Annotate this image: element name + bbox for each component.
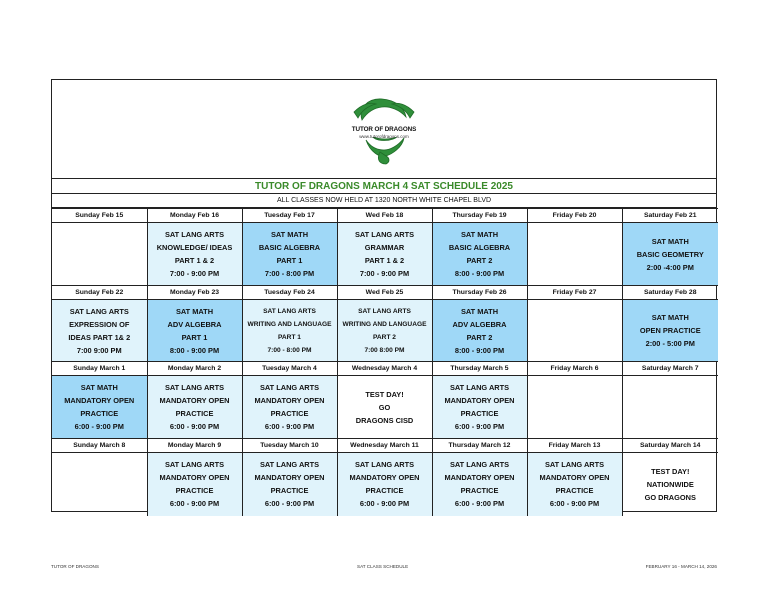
- class-cell: [242, 223, 337, 286]
- day-header-row: [52, 439, 718, 453]
- empty-cell: [622, 376, 718, 439]
- class-line: SAT MATH: [270, 230, 309, 239]
- day-header-row: [52, 209, 718, 223]
- day-header: Tuesday Feb 17: [242, 209, 337, 223]
- class-line: 6:00 - 9:00 PM: [74, 422, 124, 431]
- logo-area: [52, 80, 716, 179]
- day-header: Thursday Feb 26: [432, 286, 527, 300]
- day-header: Saturday Feb 28: [622, 286, 718, 300]
- class-line: IDEAS PART 1& 2: [68, 332, 131, 342]
- class-row: [52, 376, 718, 439]
- class-line: SAT LANG ARTS: [69, 306, 129, 316]
- class-cell: [432, 300, 527, 362]
- class-line: PRACTICE: [175, 486, 214, 496]
- class-line: BASIC GEOMETRY: [636, 249, 704, 259]
- class-line: GRAMMAR: [364, 243, 405, 252]
- day-header: Wednesday March 4: [337, 362, 432, 376]
- class-line: 6:00 - 9:00 PM: [169, 422, 220, 431]
- class-line: 7:00 - 9:00 PM: [169, 269, 220, 278]
- day-header: Monday Feb 16: [147, 209, 242, 223]
- day-header: Wed Feb 25: [337, 286, 432, 300]
- class-line: SAT LANG ARTS: [544, 460, 605, 470]
- class-cell: [527, 453, 622, 516]
- class-line: MANDATORY OPEN: [159, 473, 230, 483]
- day-header: Thursday Feb 19: [432, 209, 527, 223]
- class-line: MANDATORY OPEN: [159, 396, 230, 405]
- class-line: PRACTICE: [460, 486, 499, 496]
- class-row: [52, 453, 718, 516]
- schedule-frame: [51, 79, 717, 512]
- class-line: PART 2: [373, 333, 396, 341]
- day-header: Monday Feb 23: [147, 286, 242, 300]
- class-cell: [622, 223, 718, 286]
- day-header: Tuesday March 4: [242, 362, 337, 376]
- class-cell: [147, 223, 242, 286]
- class-line: PART 1 & 2: [174, 256, 215, 265]
- class-line: 7:00 8:00 PM: [364, 346, 405, 354]
- logo-name: TUTOR OF DRAGONS: [351, 126, 417, 133]
- class-line: MANDATORY OPEN: [254, 473, 325, 483]
- class-line: 2:00 - 5:00 PM: [645, 339, 695, 348]
- class-line: PART 2: [466, 256, 493, 265]
- class-line: PART 1: [276, 256, 303, 265]
- class-line: PART 1: [181, 332, 208, 342]
- class-line: SAT LANG ARTS: [354, 230, 415, 239]
- class-line: SAT MATH: [651, 313, 689, 322]
- class-line: 7:00 - 8:00 PM: [264, 269, 315, 278]
- class-line: 6:00 - 9:00 PM: [264, 422, 315, 431]
- class-cell: [432, 376, 527, 439]
- class-line: SAT LANG ARTS: [164, 383, 225, 392]
- class-cell: [147, 376, 242, 439]
- class-line: PRACTICE: [175, 409, 214, 418]
- day-header: Saturday March 14: [622, 439, 718, 453]
- class-line: 6:00 - 9:00 PM: [454, 499, 505, 509]
- day-header: Tuesday March 10: [242, 439, 337, 453]
- day-header: Saturday Feb 21: [622, 209, 718, 223]
- class-cell: [432, 453, 527, 516]
- day-header: Friday March 6: [527, 362, 622, 376]
- class-cell: [52, 376, 147, 439]
- class-line: SAT LANG ARTS: [358, 307, 411, 315]
- class-line: 7:00 9:00 PM: [76, 345, 122, 355]
- empty-cell: [527, 376, 622, 439]
- class-line: PRACTICE: [460, 409, 499, 418]
- day-header: Saturday March 7: [622, 362, 718, 376]
- class-row: [52, 300, 718, 362]
- footer-right: FEBRUARY 16 - MARCH 14, 2026: [645, 564, 717, 569]
- class-line: MANDATORY OPEN: [539, 473, 610, 483]
- day-header: Wednesday March 11: [337, 439, 432, 453]
- class-line: PRACTICE: [270, 486, 309, 496]
- class-line: PRACTICE: [365, 486, 404, 496]
- class-cell: [242, 453, 337, 516]
- class-row: [52, 223, 718, 286]
- class-line: ADV ALGEBRA: [452, 319, 507, 329]
- class-line: KNOWLEDGE/ IDEAS: [156, 243, 233, 252]
- class-cell: [147, 300, 242, 362]
- class-line: PRACTICE: [80, 409, 119, 418]
- class-line: SAT LANG ARTS: [263, 307, 316, 315]
- day-header: Sunday March 8: [52, 439, 147, 453]
- class-line: PART 2: [466, 332, 493, 342]
- class-cell: [52, 300, 147, 362]
- dragon-logo: [342, 90, 426, 166]
- class-line: EXPRESSION OF: [69, 319, 130, 329]
- class-line: WRITING AND LANGUAGE: [247, 320, 332, 328]
- class-line: 6:00 - 9:00 PM: [169, 499, 220, 509]
- day-header: Friday Feb 27: [527, 286, 622, 300]
- class-line: PRACTICE: [270, 409, 309, 418]
- class-cell: [242, 300, 337, 362]
- class-line: NATIONWIDE: [646, 479, 694, 489]
- class-line: PRACTICE: [555, 486, 594, 496]
- class-cell: [337, 453, 432, 516]
- class-line: MANDATORY OPEN: [254, 396, 325, 405]
- class-line: 6:00 - 9:00 PM: [454, 422, 505, 431]
- class-cell: [337, 300, 432, 362]
- day-header: Tuesday Feb 24: [242, 286, 337, 300]
- class-line: SAT MATH: [460, 230, 499, 239]
- logo-url: www.tutorofdragons.com: [359, 134, 409, 139]
- day-header: Sunday Feb 15: [52, 209, 147, 223]
- class-line: SAT MATH: [651, 236, 689, 246]
- class-line: 8:00 - 9:00 PM: [454, 269, 505, 278]
- class-cell: [337, 376, 432, 439]
- empty-cell: [52, 453, 147, 516]
- day-header: Monday March 9: [147, 439, 242, 453]
- class-line: SAT MATH: [460, 306, 499, 316]
- class-line: 7:00 - 8:00 PM: [267, 346, 312, 354]
- empty-cell: [527, 300, 622, 362]
- class-line: 6:00 - 9:00 PM: [359, 499, 410, 509]
- empty-cell: [52, 223, 147, 286]
- day-header: Sunday Feb 22: [52, 286, 147, 300]
- class-line: 2:00 -4:00 PM: [646, 262, 694, 272]
- class-line: SAT LANG ARTS: [259, 383, 320, 392]
- class-line: BASIC ALGEBRA: [258, 243, 321, 252]
- footer-left: TUTOR OF DRAGONS: [51, 564, 99, 569]
- location-subtitle: ALL CLASSES NOW HELD AT 1320 NORTH WHITE CHAPEL BLVD: [52, 194, 716, 208]
- class-line: MANDATORY OPEN: [444, 473, 515, 483]
- empty-cell: [527, 223, 622, 286]
- class-line: TEST DAY!: [651, 466, 690, 476]
- schedule-table: [52, 208, 718, 516]
- class-line: MANDATORY OPEN: [444, 396, 515, 405]
- class-line: ADV ALGEBRA: [167, 319, 222, 329]
- class-line: 6:00 - 9:00 PM: [549, 499, 600, 509]
- day-header: Wed Feb 18: [337, 209, 432, 223]
- class-cell: [147, 453, 242, 516]
- class-line: DRAGONS CISD: [355, 415, 414, 425]
- class-line: WRITING AND LANGUAGE: [342, 320, 427, 328]
- class-line: SAT LANG ARTS: [164, 460, 225, 470]
- class-line: SAT LANG ARTS: [449, 460, 510, 470]
- class-cell: [242, 376, 337, 439]
- day-header: Friday Feb 20: [527, 209, 622, 223]
- day-header: Sunday March 1: [52, 362, 147, 376]
- class-line: SAT LANG ARTS: [449, 383, 510, 392]
- class-line: GO DRAGONS: [644, 492, 696, 502]
- class-line: SAT LANG ARTS: [164, 230, 225, 239]
- class-line: GO: [378, 402, 391, 412]
- schedule-title: TUTOR OF DRAGONS MARCH 4 SAT SCHEDULE 2025: [52, 179, 716, 194]
- day-header: Thursday March 12: [432, 439, 527, 453]
- class-line: OPEN PRACTICE: [639, 326, 701, 335]
- class-cell: [337, 223, 432, 286]
- class-line: PART 1: [278, 333, 301, 341]
- class-line: 8:00 - 9:00 PM: [454, 345, 505, 355]
- class-line: TEST DAY!: [365, 389, 404, 399]
- class-line: 8:00 - 9:00 PM: [169, 345, 220, 355]
- day-header-row: [52, 286, 718, 300]
- class-line: SAT MATH: [175, 306, 214, 316]
- class-cell: [622, 300, 718, 362]
- footer-center: SAT CLASS SCHEDULE: [357, 564, 409, 569]
- class-line: 7:00 - 9:00 PM: [359, 269, 410, 278]
- class-line: MANDATORY OPEN: [349, 473, 420, 483]
- class-line: 6:00 - 9:00 PM: [264, 499, 315, 509]
- class-line: SAT LANG ARTS: [354, 460, 415, 470]
- day-header: Friday March 13: [527, 439, 622, 453]
- class-cell: [622, 453, 718, 516]
- class-line: SAT LANG ARTS: [259, 460, 320, 470]
- class-line: BASIC ALGEBRA: [448, 243, 511, 252]
- class-line: SAT MATH: [80, 383, 118, 392]
- day-header: Thursday March 5: [432, 362, 527, 376]
- class-line: PART 1 & 2: [364, 256, 405, 265]
- day-header-row: [52, 362, 718, 376]
- class-cell: [432, 223, 527, 286]
- class-line: MANDATORY OPEN: [64, 396, 135, 405]
- day-header: Monday March 2: [147, 362, 242, 376]
